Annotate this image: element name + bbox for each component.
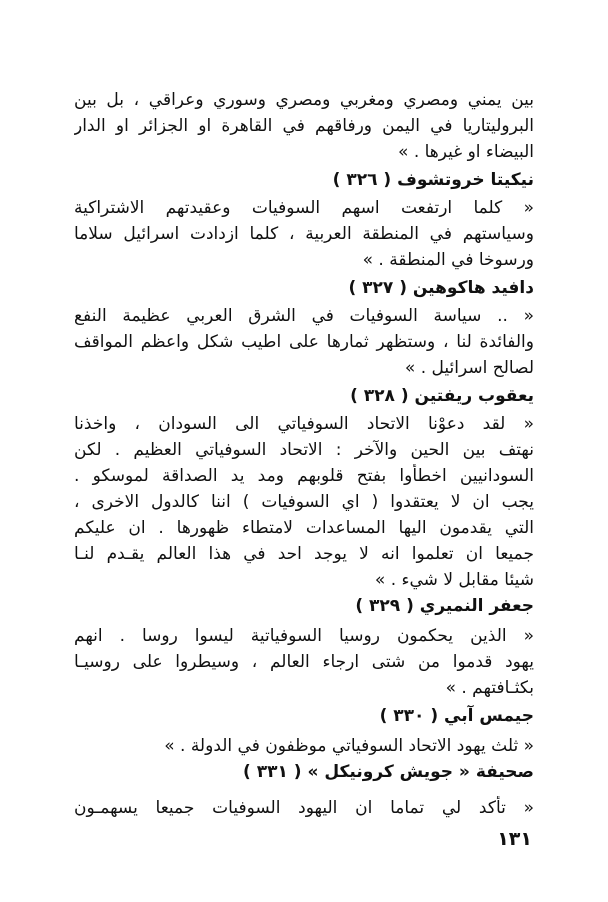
quote-327-line-1: « .. سياسة السوفيات في الشرق العربي عظيمة النفع [74,306,534,326]
quote-328-line-1: « لقد دعوْنا الاتحاد السوفياتي الى السودان ، واخذنا [74,414,534,434]
quote-326-line-3: ورسوخا في المنطقة . » [362,250,534,270]
quote-331-line-1: « تأكد لي تماما ان اليهود السوفيات جميعا يسهمـون [74,798,534,818]
quote-heading-330: جيمس آبي ( ٣٣٠ ) [379,706,534,726]
intro-line-3: البيضاء او غيرها . » [398,142,534,162]
intro-line-2: البروليتاريا في اليمن ورفاقهم في القاهرة او الجزائر او الدار [74,116,534,136]
quote-heading-328: يعقوب ريفتين ( ٣٢٨ ) [350,386,534,406]
quote-328-line-6: جميعا ان تعلموا انه لا يوجد احد في هذا العالم يقـدم لنـا [74,544,534,564]
quote-329-line-3: بكثـافتهم . » [445,678,534,698]
page-number: ١٣١ [497,828,532,850]
quote-328-line-5: التي يقدمون اليها المساعدات لامتطاء ظهورها . ان عليكم [74,518,534,538]
quote-327-line-3: لصالح اسرائيل . » [404,358,534,378]
quote-heading-326: نيكيتا خروتشوف ( ٣٢٦ ) [332,170,534,190]
quote-329-line-2: يهود قدموا من شتى ارجاء العالم ، وسيطروا على روسيـا [74,652,534,672]
quote-328-line-4: يجب ان لا يعتقدوا ( اي السوفيات ) اننا كالدول الاخرى ، [74,492,534,512]
quote-326-line-1: « كلما ارتفعت اسهم السوفيات وعقيدتهم الاشتراكية [74,198,534,218]
quote-328-line-2: نهتف بين الحين والآخر : الاتحاد السوفياتي العظيم . لكن [74,440,534,460]
quote-327-line-2: والفائدة لنا ، وستظهر ثمارها على اطيب شكل واعظم المواقف [74,332,534,352]
intro-line-1: بين يمني ومصري ومغربي ومصري وسوري وعراقي ، بل بين [74,90,534,110]
quote-heading-327: دافيد هاكوهين ( ٣٢٧ ) [348,278,534,298]
quote-heading-329: جعفر النميري ( ٣٢٩ ) [355,596,534,616]
quote-329-line-1: « الذين يحكمون روسيا السوفياتية ليسوا روسا . انهم [74,626,534,646]
quote-328-line-7: شيئا مقابل لا شيء . » [374,570,534,590]
quote-330-line-1: « ثلث يهود الاتحاد السوفياتي موظفون في الدولة . » [164,736,534,756]
quote-326-line-2: وسياستهم في المنطقة العربية ، كلما ازدادت اسرائيل سلاما [74,224,534,244]
quote-328-line-3: السودانيين اخطأوا بفتح قلوبهم ومد يد الصداقة لموسكو . [74,466,534,486]
quote-heading-331: صحيفة « جويش كرونيكل » ( ٣٣١ ) [243,762,534,782]
